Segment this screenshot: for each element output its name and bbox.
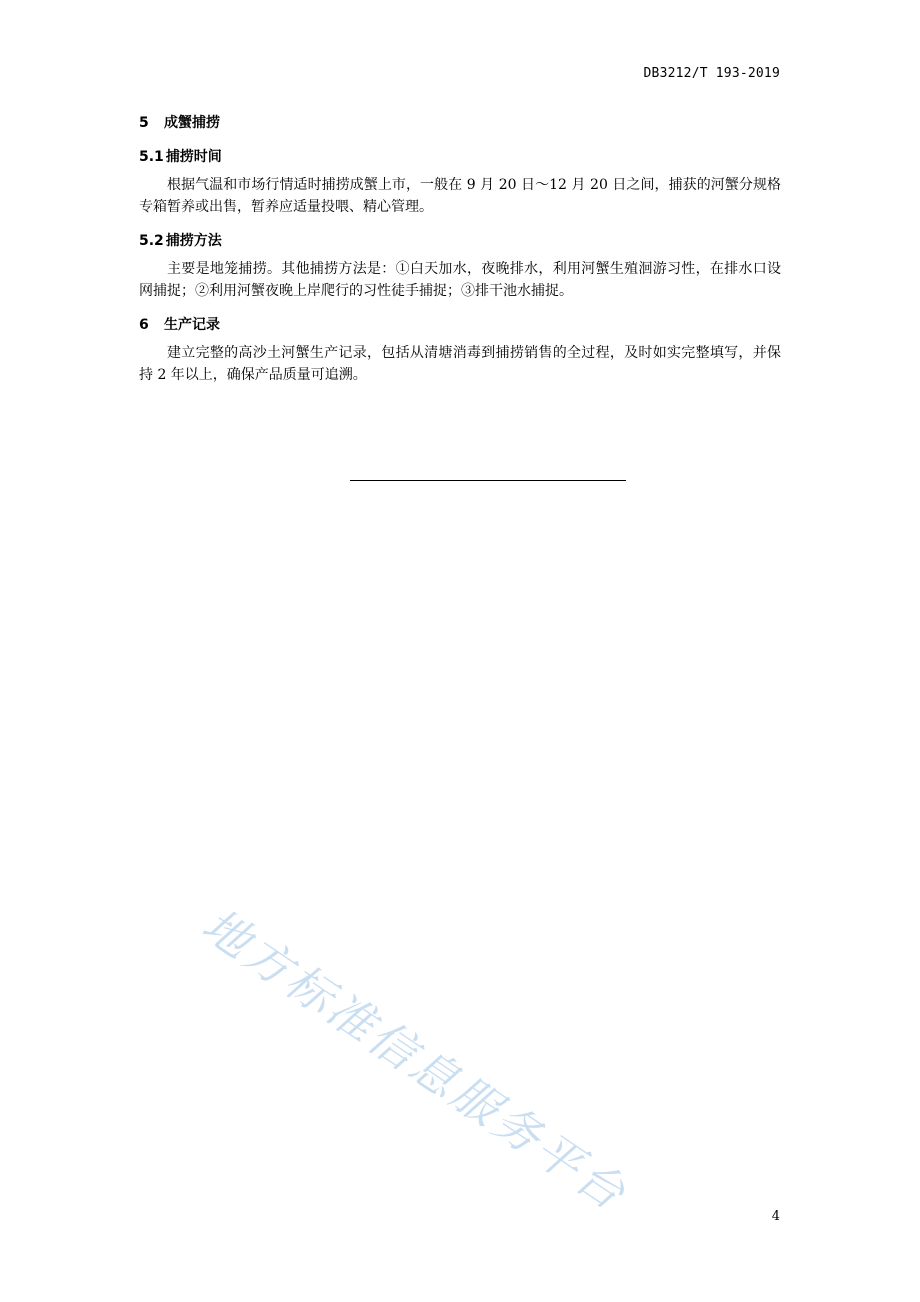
document-body (139, 112, 781, 386)
section-number: 5 (139, 115, 149, 131)
section-title: 捕捞时间 (165, 149, 222, 165)
section-number: 5.2 (139, 233, 164, 249)
section-heading-5 (139, 112, 781, 134)
paragraph-catch-time: 根据气温和市场行情适时捕捞成蟹上市，一般在 9 月 20 日～12 月 20 日之间，捕获的河蟹分规格专箱暂养或出售，暂养应适量投喂、精心管理。 (139, 177, 781, 215)
paragraph-production-record: 建立完整的高沙土河蟹生产记录，包括从清塘消毒到捕捞销售的全过程，及时如实完整填写，并保持 2 年以上，确保产品质量可追溯。 (139, 345, 781, 383)
section-title: 成蟹捕捞 (164, 115, 220, 131)
section-heading-5-2 (139, 230, 781, 252)
section-title: 捕捞方法 (165, 233, 222, 249)
section-title: 生产记录 (164, 317, 220, 333)
section-heading-6 (139, 314, 781, 336)
end-of-document-rule (350, 480, 626, 481)
section-heading-5-1 (139, 146, 781, 168)
page-number: 4 (771, 1209, 780, 1224)
section-number: 6 (139, 317, 149, 333)
section-number: 5.1 (139, 149, 164, 165)
paragraph-catch-method: 主要是地笼捕捞。其他捕捞方法是：①白天加水，夜晚排水，利用河蟹生殖洄游习性，在排水口设网捕捉；②利用河蟹夜晚上岸爬行的习性徒手捕捉；③排干池水捕捉。 (139, 261, 781, 299)
document-code: DB3212/T 193-2019 (643, 66, 780, 81)
watermark: 地方标准信息服务平台 (192, 897, 638, 1222)
